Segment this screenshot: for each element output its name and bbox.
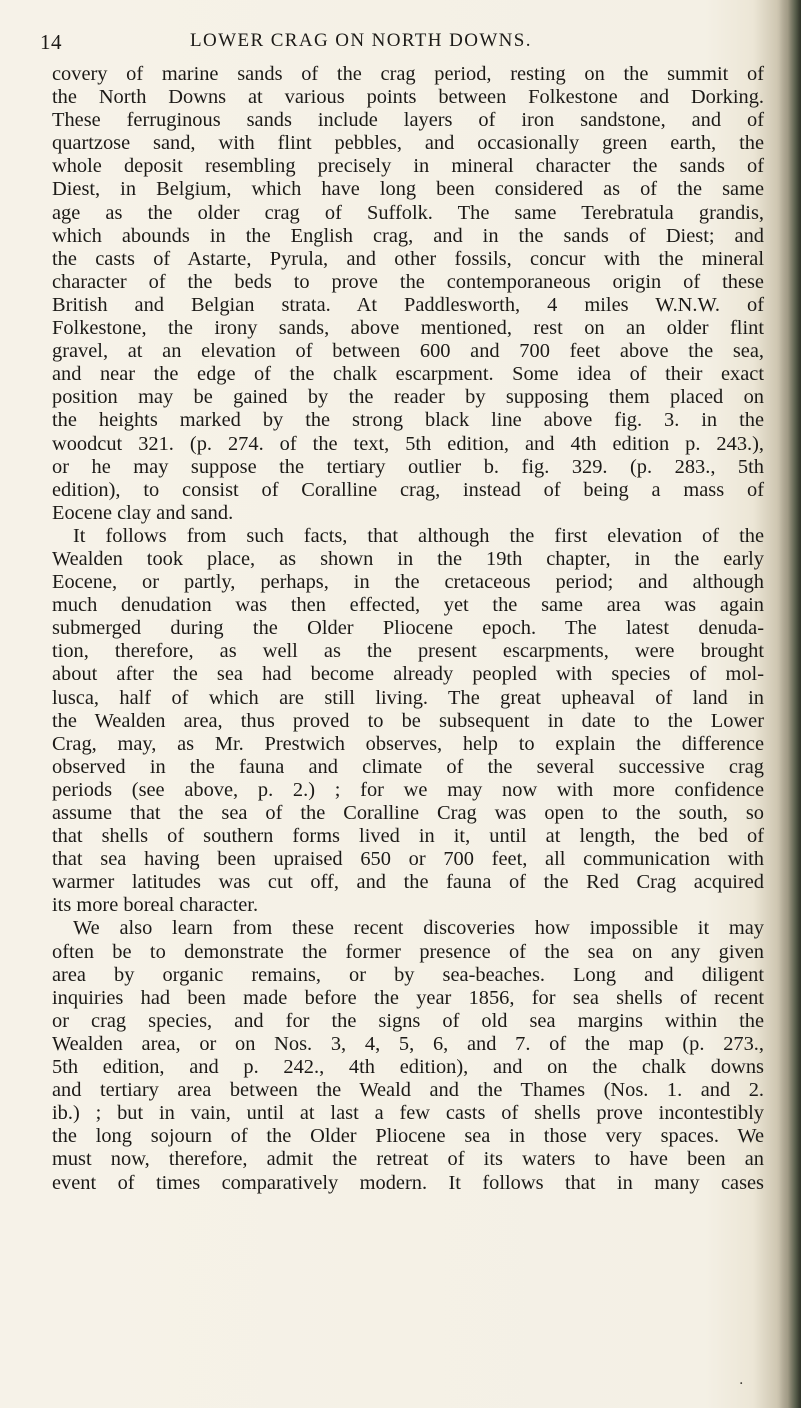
text-line: periods (see above, p. 2.) ; for we may now with more confidence [52, 778, 764, 801]
text-line: age as the older crag of Suffolk. The same Terebratula grandis, [52, 201, 764, 224]
page-header [40, 30, 760, 56]
text-line: warmer latitudes was cut off, and the fauna of the Red Crag acquired [52, 871, 764, 894]
text-line: the North Downs at various points between Folkestone and Dorking. [52, 86, 764, 109]
running-head: LOWER CRAG ON NORTH DOWNS. [190, 30, 532, 51]
text-line: British and Belgian strata. At Paddlesworth, 4 miles W.N.W. of [52, 293, 764, 316]
text-line: area by organic remains, or by sea-beaches. Long and diligent [52, 963, 764, 986]
text-line: observed in the fauna and climate of the several successive crag [52, 755, 764, 778]
text-line: assume that the sea of the Coralline Crag was open to the south, so [52, 802, 764, 824]
text-line: Wealden area, or on Nos. 3, 4, 5, 6, and 7. of the map (p. 273., [52, 1032, 764, 1055]
text-line: gravel, at an elevation of between 600 and 700 feet above the sea, [52, 340, 764, 363]
text-line: quartzose sand, with flint pebbles, and occasionally green earth, the [52, 132, 764, 155]
text-line: position may be gained by the reader by supposing them placed on [52, 386, 764, 409]
text-line: lusca, half of which are still living. The great upheaval of land in [52, 686, 764, 709]
text-line: 5th edition, and p. 242., 4th edition), and on the chalk downs [52, 1056, 764, 1079]
text-line: and tertiary area between the Weald and the Thames (Nos. 1. and 2. [52, 1079, 764, 1102]
text-line: Folkestone, the irony sands, above mentioned, rest on an older flint [52, 317, 764, 340]
text-line: We also learn from these recent discoveries how impossible it may [73, 917, 764, 940]
text-line: must now, therefore, admit the retreat of its waters to have been an [52, 1148, 764, 1171]
page-binding-edge [779, 0, 801, 1408]
text-line: ib.) ; but in vain, until at last a few casts of shells prove incontestibly [52, 1102, 764, 1125]
text-line: It follows from such facts, that although the first elevation of the [73, 524, 764, 547]
text-line: Wealden took place, as shown in the 19th chapter, in the early [52, 547, 764, 570]
text-line: much denudation was then effected, yet the same area was again [52, 594, 764, 617]
text-line: often be to demonstrate the former presence of the sea on any given [52, 940, 764, 963]
text-line: or crag species, and for the signs of old sea margins within the [52, 1009, 764, 1032]
text-line: tion, therefore, as well as the present escarpments, were brought [52, 640, 764, 663]
page-number: 14 [40, 30, 62, 54]
text-line: Eocene clay and sand. [52, 501, 234, 524]
text-line: about after the sea had become already peopled with species of mol- [52, 663, 764, 686]
text-line: Diest, in Belgium, which have long been considered as of the same [52, 178, 764, 201]
text-line: the heights marked by the strong black line above fig. 3. in the [52, 409, 764, 432]
text-line: that shells of southern forms lived in it, until at length, the bed of [52, 825, 764, 848]
text-line: or he may suppose the tertiary outlier b. fig. 329. (p. 283., 5th [52, 455, 764, 478]
text-line: woodcut 321. (p. 274. of the text, 5th edition, and 4th edition p. 243.), [52, 432, 764, 455]
text-line: the casts of Astarte, Pyrula, and other fossils, concur with the mineral [52, 247, 764, 270]
text-line: These ferruginous sands include layers of iron sandstone, and of [52, 109, 764, 132]
text-line: Crag, may, as Mr. Prestwich observes, help to explain the difference [52, 732, 764, 755]
text-line: whole deposit resembling precisely in mineral character the sands of [52, 155, 764, 178]
text-line: inquiries had been made before the year 1856, for sea shells of recent [52, 986, 764, 1009]
text-line: that sea having been upraised 650 or 700 feet, all communication with [52, 848, 764, 871]
text-line: its more boreal character. [52, 894, 259, 917]
body-text [52, 63, 764, 1195]
text-line: Eocene, or partly, perhaps, in the cretaceous period; and although [52, 571, 764, 594]
footer-mark: . [739, 1372, 744, 1388]
text-line: and near the edge of the chalk escarpment. Some idea of their exact [52, 363, 764, 386]
text-line: edition), to consist of Coralline crag, instead of being a mass of [52, 478, 764, 501]
text-line: character of the beds to prove the contemporaneous origin of these [52, 270, 764, 293]
text-line: which abounds in the English crag, and in the sands of Diest; and [52, 224, 764, 247]
text-line: submerged during the Older Pliocene epoch. The latest denuda- [52, 617, 764, 640]
text-line: event of times comparatively modern. It follows that in many cases [52, 1171, 764, 1194]
text-line: the Wealden area, thus proved to be subsequent in date to the Lower [52, 709, 764, 732]
text-line: the long sojourn of the Older Pliocene sea in those very spaces. We [52, 1125, 764, 1148]
text-line: covery of marine sands of the crag period, resting on the summit of [52, 63, 764, 85]
